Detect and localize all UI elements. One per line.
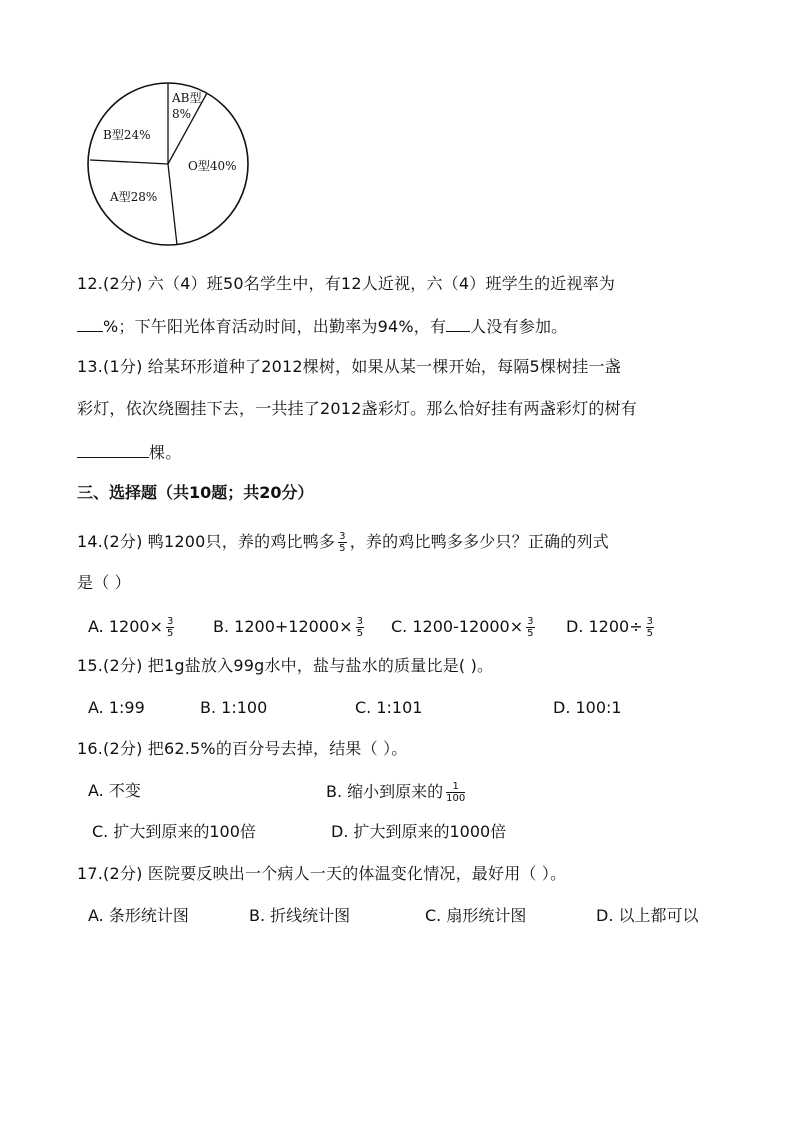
q12-line2 bbox=[77, 315, 567, 337]
q17-option-b[interactable]: B. 折线统计图 bbox=[249, 906, 351, 925]
q14-line1-a: 14.(2分) 鸭1200只，养的鸡比鸭多 bbox=[77, 532, 336, 551]
q16-option-d[interactable]: D. 扩大到原来的1000倍 bbox=[331, 822, 507, 841]
pie-divider-b-a bbox=[90, 160, 168, 164]
pie-label-a: A型28% bbox=[110, 190, 158, 204]
q16-option-b-text: B. 缩小到原来的 bbox=[326, 782, 444, 801]
q15-option-c[interactable]: C. 1:101 bbox=[355, 698, 423, 717]
q14-option-b[interactable] bbox=[213, 616, 367, 639]
pie-value-ab: 8% bbox=[172, 107, 192, 121]
q13-blank[interactable] bbox=[77, 441, 149, 458]
q12-line2-text: %；下午阳光体育活动时间，出勤率为94%，有 bbox=[103, 317, 447, 336]
q17-option-a[interactable]: A. 条形统计图 bbox=[88, 906, 189, 925]
q14-line1-b: ，养的鸡比鸭多多少只？正确的列式 bbox=[349, 532, 609, 551]
pie-divider-a-o bbox=[168, 164, 177, 245]
q12-blank1[interactable] bbox=[77, 315, 103, 332]
pie-label-ab: AB型 bbox=[172, 91, 202, 105]
q14-line2: 是（ ） bbox=[77, 573, 131, 592]
pie-label-b: B型24% bbox=[103, 128, 151, 142]
q14-option-d[interactable] bbox=[566, 616, 657, 639]
q15-option-b[interactable]: B. 1:100 bbox=[200, 698, 268, 717]
q16-fraction bbox=[446, 781, 465, 804]
q12-line2-tail: 人没有参加。 bbox=[470, 317, 568, 336]
section-3-title: 三、选择题（共10题；共20分） bbox=[77, 483, 314, 502]
blood-type-pie-chart bbox=[80, 80, 260, 255]
q13-line2: 彩灯，依次绕圈挂下去，一共挂了2012盏彩灯。那么恰好挂有两盏彩灯的树有 bbox=[77, 399, 637, 418]
q15-line1: 15.(2分) 把1g盐放入99g水中，盐与盐水的质量比是( )。 bbox=[77, 656, 494, 675]
q14-option-d-text: D. 1200÷ bbox=[566, 617, 643, 636]
q14-option-a-text: A. 1200× bbox=[88, 617, 163, 636]
q14-option-b-num: 3 bbox=[356, 616, 363, 627]
q15-option-a[interactable]: A. 1:99 bbox=[88, 698, 145, 717]
q16-line1: 16.(2分) 把62.5%的百分号去掉，结果（ ）。 bbox=[77, 739, 408, 758]
q13-line3 bbox=[77, 441, 181, 463]
q17-option-c[interactable]: C. 扇形统计图 bbox=[425, 906, 527, 925]
q15-option-d[interactable]: D. 100:1 bbox=[553, 698, 622, 717]
q14-option-c-text: C. 1200-12000× bbox=[391, 617, 524, 636]
q14-option-c[interactable] bbox=[391, 616, 538, 639]
q14-option-a-den: 5 bbox=[166, 628, 174, 639]
q16-frac-num: 1 bbox=[452, 781, 459, 792]
q14-option-c-num: 3 bbox=[527, 616, 534, 627]
q17-option-d[interactable]: D. 以上都可以 bbox=[596, 906, 699, 925]
q13-line3-tail: 棵。 bbox=[149, 443, 182, 462]
q12-blank2[interactable] bbox=[446, 315, 470, 332]
pie-label-o: O型40% bbox=[188, 159, 237, 173]
q16-option-a[interactable]: A. 不变 bbox=[88, 781, 141, 800]
q14-option-d-den: 5 bbox=[646, 628, 653, 639]
q17-line1: 17.(2分) 医院要反映出一个病人一天的体温变化情况，最好用（ ）。 bbox=[77, 864, 567, 883]
q14-option-b-den: 5 bbox=[356, 628, 363, 639]
q13-line1: 13.(1分) 给某环形道种了2012棵树，如果从某一棵开始，每隔5棵树挂一盏 bbox=[77, 357, 621, 376]
q16-option-c[interactable]: C. 扩大到原来的100倍 bbox=[92, 822, 256, 841]
q14-frac-num: 3 bbox=[339, 531, 346, 542]
q14-option-d-num: 3 bbox=[646, 616, 653, 627]
q16-frac-den: 100 bbox=[446, 793, 466, 804]
q14-fraction bbox=[338, 531, 347, 554]
q12-line1: 12.(2分) 六（4）班50名学生中，有12人近视，六（4）班学生的近视率为 bbox=[77, 274, 616, 293]
q14-option-c-den: 5 bbox=[527, 628, 534, 639]
q16-option-b[interactable] bbox=[326, 781, 468, 804]
q14-line1 bbox=[77, 531, 609, 554]
q14-option-b-text: B. 1200+12000× bbox=[213, 617, 353, 636]
q14-option-a-num: 3 bbox=[166, 616, 174, 627]
q14-option-a[interactable] bbox=[88, 616, 177, 639]
q14-frac-den: 5 bbox=[339, 543, 346, 554]
